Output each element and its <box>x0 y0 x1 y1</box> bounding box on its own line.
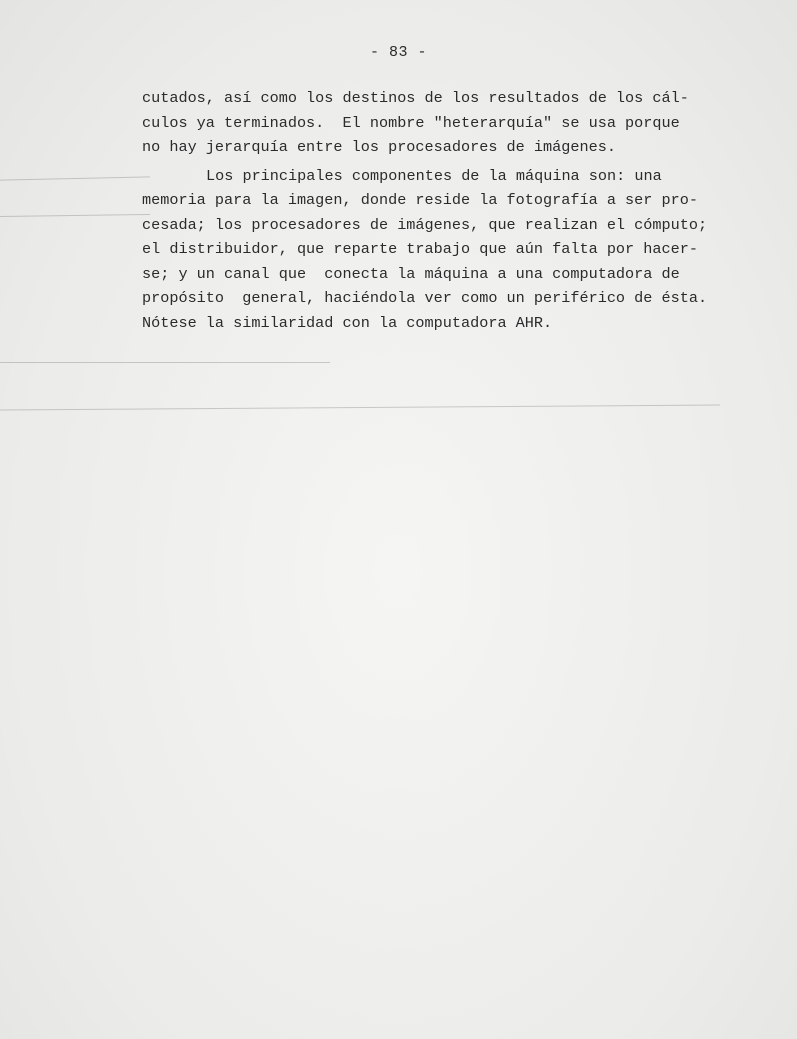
page-number: - 83 - <box>369 44 427 61</box>
text-line: Nótese la similaridad con la computadora AHR. <box>142 313 553 332</box>
text-line: no hay jerarquía entre los procesadores de imágenes. <box>142 138 616 156</box>
text-line: culos ya terminados. El nombre "heterarquía" se usa porque <box>142 113 680 132</box>
text-line: propósito general, haciéndola ver como un periférico de ésta. <box>142 289 708 307</box>
text-line: cutados, así como los destinos de los resultados de los cál- <box>142 89 689 107</box>
bleed-through-line <box>0 362 330 363</box>
bleed-through-line <box>0 176 150 180</box>
text-line: el distribuidor, que reparte trabajo que aún falta por hacer- <box>142 240 698 258</box>
text-line: cesada; los procesadores de imágenes, que realizan el cómputo; <box>142 215 708 234</box>
text-line: se; y un canal que conecta la máquina a una computadora de <box>142 264 680 283</box>
bleed-through-line <box>0 214 150 217</box>
body-text <box>142 86 732 335</box>
text-line: Los principales componentes de la máquina son: una <box>206 166 662 185</box>
text-line: memoria para la imagen, donde reside la fotografía a ser pro- <box>142 191 698 209</box>
bleed-through-line <box>0 404 720 410</box>
paragraph-continuation <box>142 86 732 160</box>
paragraph-components <box>142 164 732 336</box>
